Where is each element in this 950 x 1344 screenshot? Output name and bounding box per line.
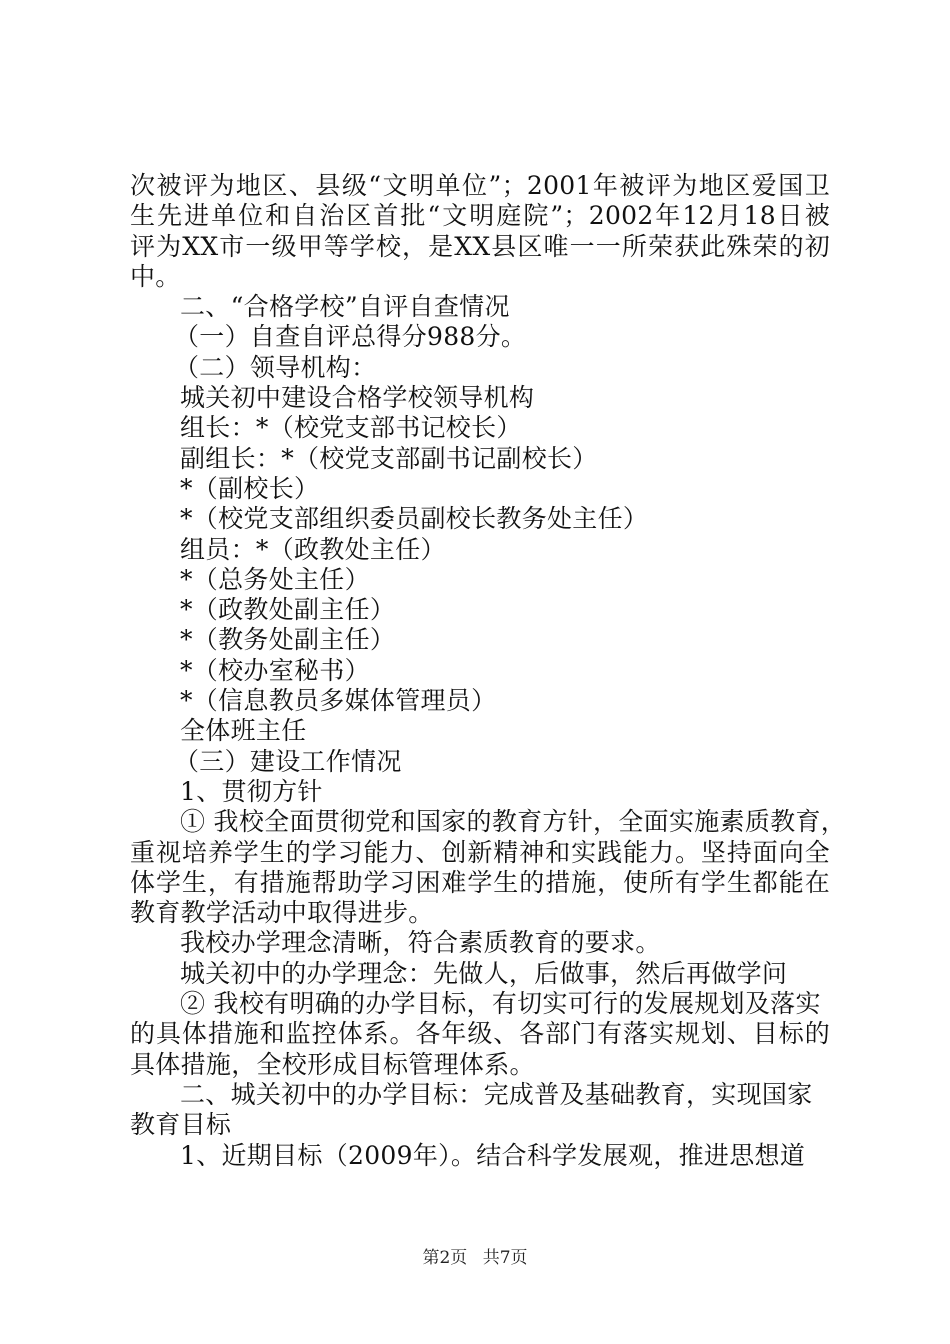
text-line: 二、城关初中的办学目标：完成普及基础教育，实现国家 bbox=[180, 1079, 813, 1109]
page-total: 共7页 bbox=[482, 1248, 528, 1268]
text-line: 1、贯彻方针 bbox=[180, 776, 323, 806]
text-line: （三）建设工作情况 bbox=[174, 746, 402, 776]
text-line: *（总务处主任） bbox=[180, 564, 370, 594]
text-line: （一）自查自评总得分988分。 bbox=[174, 322, 527, 352]
text-line: *（校党支部组织委员副校长教务处主任） bbox=[180, 504, 649, 534]
text-line: 二、“合格学校”自评自查情况 bbox=[180, 292, 510, 322]
text-line: *（政教处副主任） bbox=[180, 595, 396, 625]
page-footer bbox=[0, 1243, 950, 1268]
text-line: 评为XX市一级甲等学校，是XX县区唯一一所荣获此殊荣的初 bbox=[130, 231, 830, 261]
text-line: 中。 bbox=[130, 261, 181, 291]
text-line: 城关初中建设合格学校领导机构 bbox=[180, 383, 535, 413]
text-line: 城关初中的办学理念：先做人，后做事，然后再做学问 bbox=[180, 958, 788, 988]
text-line: 重视培养学生的学习能力、创新精神和实践能力。坚持面向全 bbox=[130, 837, 830, 867]
text-line: （二）领导机构： bbox=[174, 352, 377, 382]
text-line: 的具体措施和监控体系。各年级、各部门有落实规划、目标的 bbox=[130, 1019, 830, 1049]
text-line: 教育教学活动中取得进步。 bbox=[130, 898, 434, 928]
document-body bbox=[130, 171, 847, 1171]
text-line: ① 我校全面贯彻党和国家的教育方针，全面实施素质教育， bbox=[180, 807, 847, 837]
text-line: ② 我校有明确的办学目标，有切实可行的发展规划及落实 bbox=[180, 989, 821, 1019]
text-line: 具体措施，全校形成目标管理体系。 bbox=[130, 1049, 535, 1079]
text-line: 副组长：*（校党支部副书记副校长） bbox=[180, 443, 598, 473]
text-line: 组长：*（校党支部书记校长） bbox=[180, 413, 522, 443]
text-line: 1、近期目标（2009年）。结合科学发展观，推进思想道 bbox=[180, 1140, 806, 1170]
text-line: 教育目标 bbox=[130, 1110, 232, 1140]
text-line: 我校办学理念清晰，符合素质教育的要求。 bbox=[180, 928, 661, 958]
text-line: 组员：*（政教处主任） bbox=[180, 534, 446, 564]
text-line: *（教务处副主任） bbox=[180, 625, 396, 655]
text-line: *（信息教员多媒体管理员） bbox=[180, 686, 497, 716]
text-line: 生先进单位和自治区首批“文明庭院”；2002年12月18日被 bbox=[130, 201, 830, 231]
text-line: 体学生，有措施帮助学习困难学生的措施，使所有学生都能在 bbox=[130, 867, 830, 897]
text-line: *（副校长） bbox=[180, 473, 320, 503]
text-line: 次被评为地区、县级“文明单位”；2001年被评为地区爱国卫 bbox=[130, 171, 830, 200]
text-line: 全体班主任 bbox=[180, 716, 307, 746]
page-number: 第2页 bbox=[422, 1248, 468, 1268]
text-line: *（校办室秘书） bbox=[180, 655, 370, 685]
